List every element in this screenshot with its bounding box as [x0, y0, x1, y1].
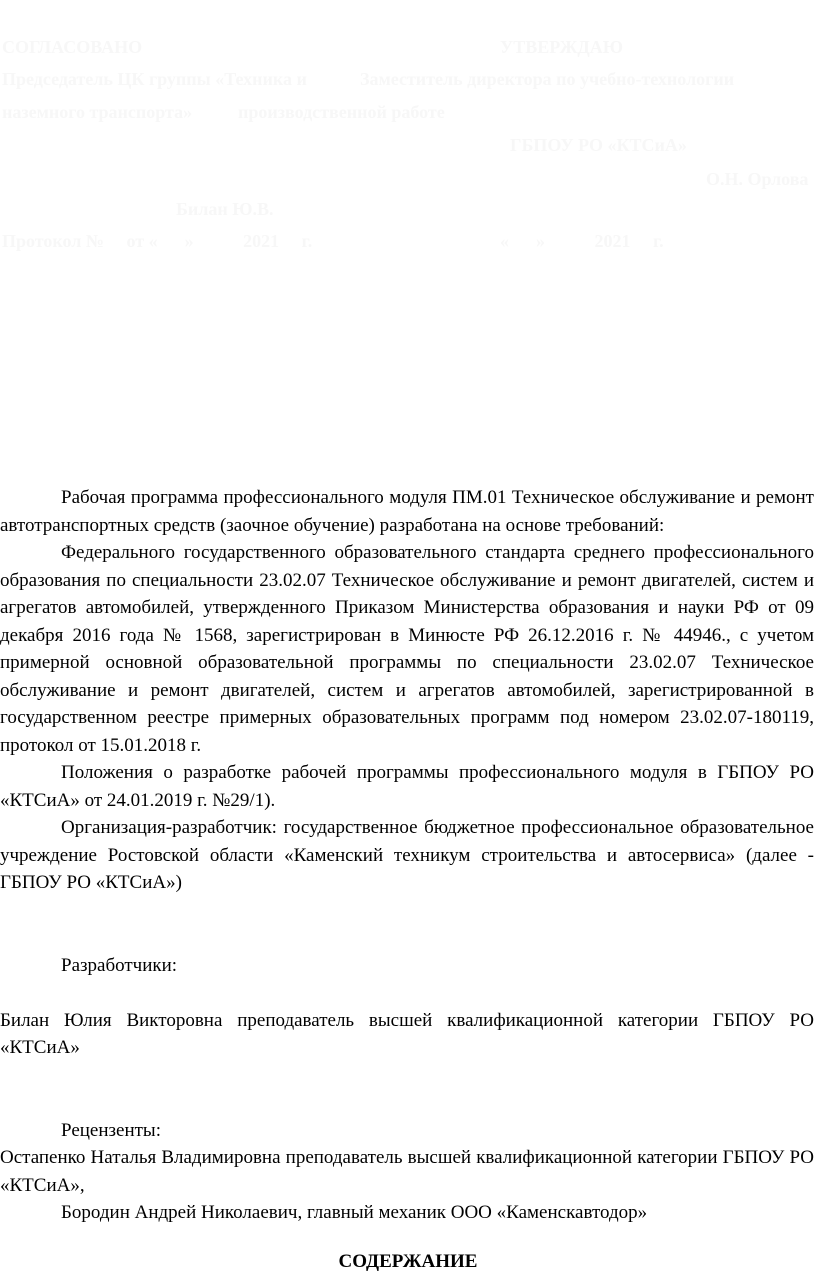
developer-entry: Билан Юлия Викторовна преподаватель высшей квалификационной категории ГБПОУ РО «КТСиА»: [0, 1009, 814, 1058]
approval-date-line: « » 2021 г.: [500, 231, 664, 251]
approval-line1-left: Председатель ЦК группы «Техника и: [2, 69, 307, 89]
contents-heading: СОДЕРЖАНИЕ: [338, 1251, 478, 1272]
approval-line2-left: наземного транспорта»: [2, 102, 193, 122]
regulation-paragraph: Положения о разработке рабочей программы профессионального модуля в ГБПОУ РО «КТСиА» от 24.01.2019 г. №29/1).: [0, 762, 814, 811]
approval-line2-right: производственной работе: [238, 102, 445, 122]
approval-org: ГБПОУ РО «КТСиА»: [510, 135, 687, 155]
approval-left-heading: СОГЛАСОВАНО: [2, 37, 143, 57]
approval-line1-right: Заместитель директора по учебно-технологии: [360, 69, 735, 89]
approval-protocol-line: Протокол № от « » 2021 г.: [2, 231, 313, 251]
reviewer-entry-1: Остапенко Наталья Владимировна преподаватель высшей квалификационной категории ГБПОУ РО «КТСиА»,: [0, 1147, 814, 1196]
document-body: [0, 484, 814, 1227]
approval-approver: О.Н. Орлова: [706, 169, 809, 189]
reviewer-entry-2: Бородин Андрей Николаевич, главный механик ООО «Каменскавтодор»: [61, 1202, 648, 1223]
standard-paragraph: Федерального государственного образовательного стандарта среднего профессионального образования по специальности 23.02.07 Техническое обслуживание и ремонт двигателей, систем и агрегатов автомобилей, утвержденного Приказом Министерства образования и науки РФ от 09 декабря 2016 года № 1568, зарегистрирован в Минюсте РФ 26.12.2016 г. № 44946., с учетом примерной основной образовательной программы по специальности 23.02.07 Техническое обслуживание и ремонт двигателей, систем и агрегатов автомобилей, зарегистрированной в государственном реестре примерных образовательных программ под номером 23.02.07-180119, протокол от 15.01.2018 г.: [0, 542, 814, 756]
organization-paragraph: Организация-разработчик: государственное бюджетное профессиональное образовательное учреждение Ростовской области «Каменский техникум строительства и автосервиса» (далее - ГБПОУ РО «КТСиА»): [0, 817, 814, 893]
developers-label: Разработчики:: [61, 954, 178, 976]
approval-chair: Билан Ю.В.: [176, 199, 274, 219]
intro-paragraph: Рабочая программа профессионального модуля ПМ.01 Техническое обслуживание и ремонт автотранспортных средств (заочное обучение) разработана на основе требований:: [0, 487, 814, 536]
reviewers-label: Рецензенты:: [61, 1119, 161, 1141]
approval-right-heading: УТВЕРЖДАЮ: [500, 37, 624, 57]
